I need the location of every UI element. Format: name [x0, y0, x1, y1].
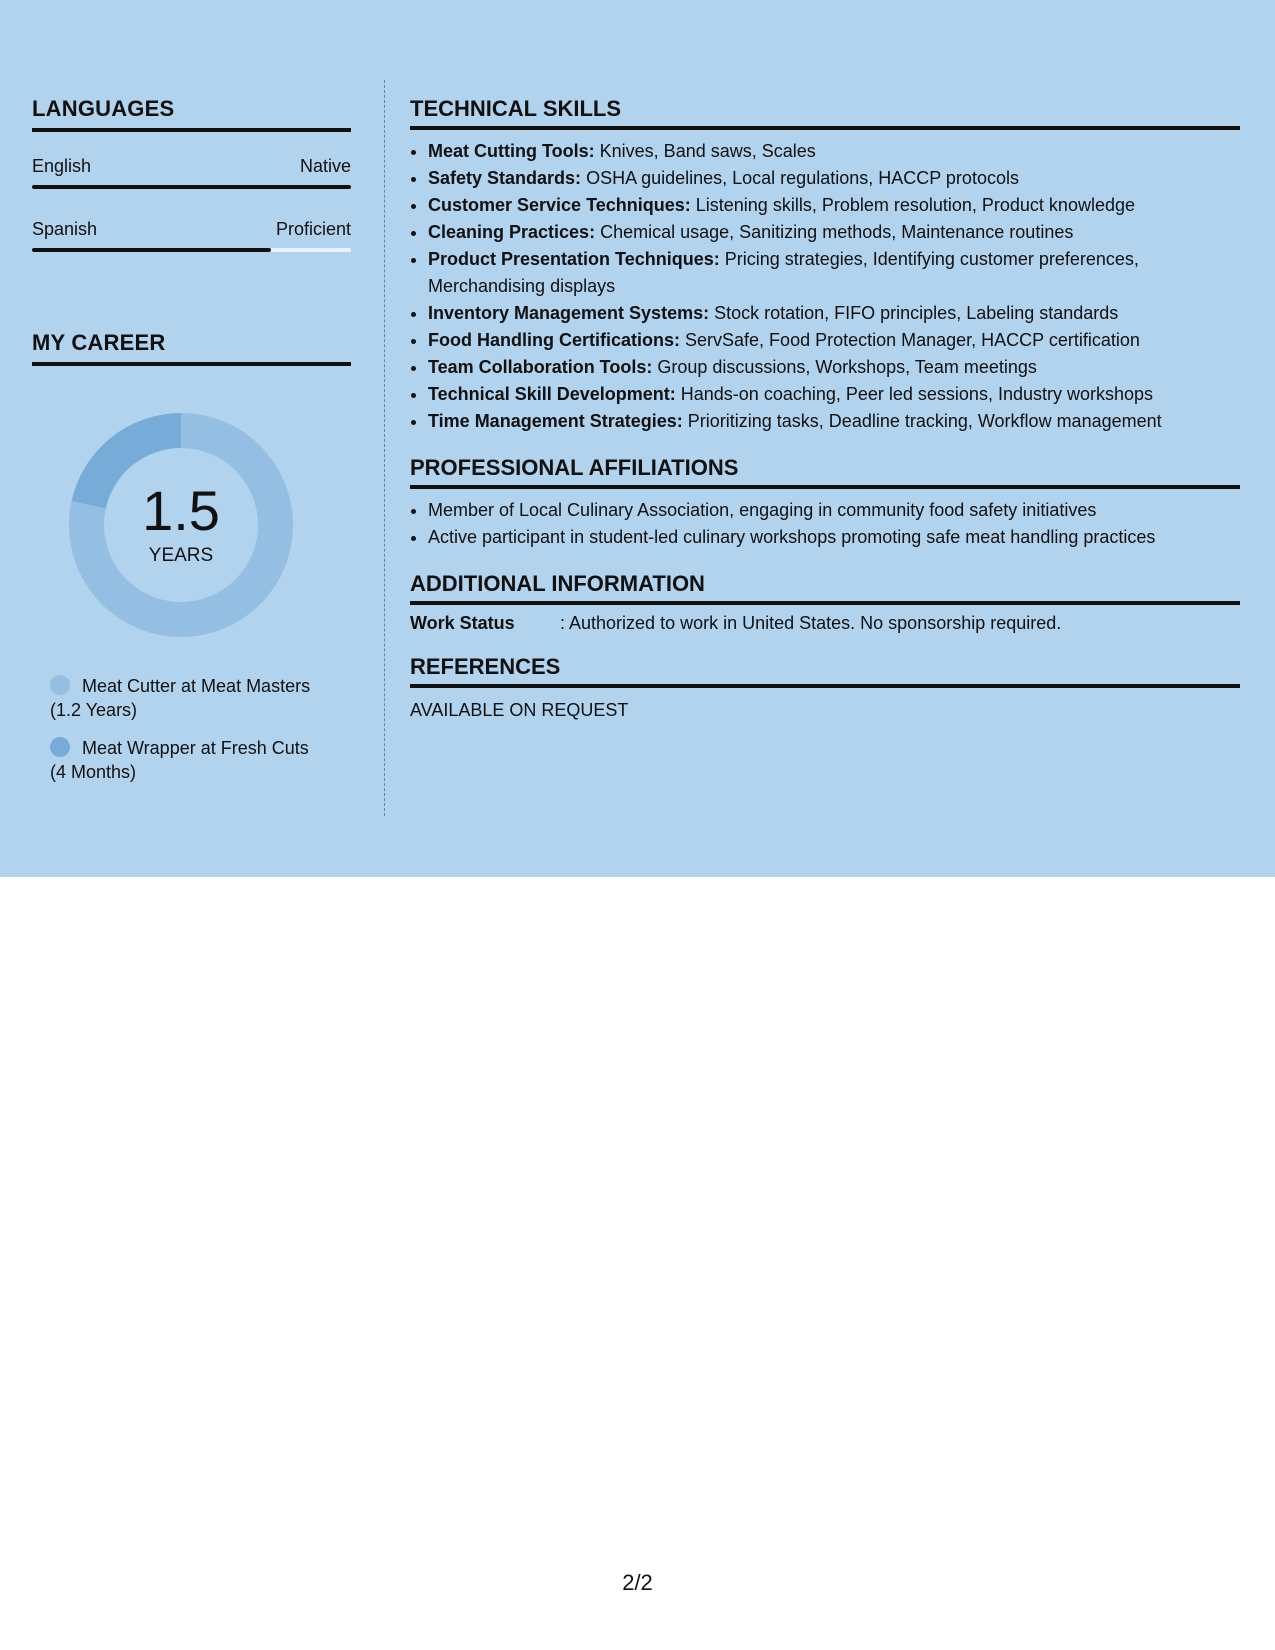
career-total-unit: YEARS	[148, 545, 214, 566]
language-name: Spanish	[32, 219, 98, 239]
skill-name: Cleaning Practices:	[428, 222, 596, 242]
language-proficiency-bar	[32, 248, 351, 252]
skill-item	[428, 165, 1240, 192]
page-number: 2/2	[622, 1570, 653, 1595]
skill-detail: Listening skills, Problem resolution, Product knowledge	[695, 195, 1135, 215]
job-duration: (4 Months)	[50, 762, 137, 782]
language-proficiency-fill	[32, 185, 351, 189]
language-proficiency-fill	[32, 248, 271, 252]
skill-detail: Group discussions, Workshops, Team meetings	[657, 357, 1037, 377]
skill-name: Customer Service Techniques:	[428, 195, 691, 215]
language-level: Native	[299, 156, 351, 176]
donut-center	[66, 410, 296, 640]
job-duration: (1.2 Years)	[50, 700, 138, 720]
skill-item	[428, 138, 1240, 165]
legend-item	[50, 736, 351, 784]
skill-name: Time Management Strategies:	[428, 411, 683, 431]
right-column	[410, 96, 1240, 741]
work-status-label: Work Status	[410, 613, 515, 633]
language-spanish	[32, 219, 351, 252]
skill-name: Product Presentation Techniques:	[428, 249, 720, 269]
skill-detail: OSHA guidelines, Local regulations, HACCP protocols	[586, 168, 1019, 188]
skill-detail: Pricing strategies, Identifying customer preferences, Merchandising displays	[428, 249, 1139, 296]
career-total-value: 1.5	[142, 479, 220, 542]
left-column	[32, 96, 351, 798]
job-label: Meat Wrapper at Fresh Cuts	[82, 738, 309, 758]
skill-item	[428, 219, 1240, 246]
skill-name: Inventory Management Systems:	[428, 303, 710, 323]
technical-skills-title: TECHNICAL SKILLS	[410, 96, 1240, 130]
language-proficiency-bar	[32, 185, 351, 189]
language-name: English	[32, 156, 92, 176]
skill-name: Safety Standards:	[428, 168, 582, 188]
skill-detail: Hands-on coaching, Peer led sessions, Industry workshops	[680, 384, 1154, 404]
skill-detail: ServSafe, Food Protection Manager, HACCP certification	[685, 330, 1140, 350]
references-section	[410, 654, 1240, 721]
skill-detail: Knives, Band saws, Scales	[599, 141, 816, 161]
skill-item	[428, 246, 1240, 300]
skill-item	[428, 192, 1240, 219]
skill-name: Team Collaboration Tools:	[428, 357, 653, 377]
affiliations-section	[410, 455, 1240, 551]
skill-item	[428, 354, 1240, 381]
additional-info-section	[410, 571, 1240, 634]
career-title: MY CAREER	[32, 330, 351, 366]
career-legend	[50, 674, 351, 784]
language-english	[32, 156, 351, 189]
language-level: Proficient	[275, 219, 351, 239]
list-item: • Active participant in student-led culinary workshops promoting safe meat handling practices	[428, 524, 1240, 551]
technical-skills-section	[410, 96, 1240, 435]
affiliations-title: PROFESSIONAL AFFILIATIONS	[410, 455, 1240, 489]
references-title: REFERENCES	[410, 654, 1240, 688]
list-item: • Member of Local Culinary Association, engaging in community food safety initiatives	[428, 497, 1240, 524]
skill-detail: Prioritizing tasks, Deadline tracking, Workflow management	[687, 411, 1162, 431]
skill-item	[428, 381, 1240, 408]
references-text: AVAILABLE ON REQUEST	[410, 700, 629, 720]
column-divider	[384, 80, 385, 816]
legend-dot-icon	[50, 675, 70, 695]
skill-detail: Stock rotation, FIFO principles, Labeling standards	[714, 303, 1119, 323]
skill-name: Meat Cutting Tools:	[428, 141, 595, 161]
affiliations-list	[410, 497, 1240, 551]
work-status-value: : Authorized to work in United States. No sponsorship required.	[560, 613, 1062, 633]
skill-detail: Chemical usage, Sanitizing methods, Maintenance routines	[600, 222, 1074, 242]
legend-item	[50, 674, 351, 722]
job-label: Meat Cutter at Meat Masters	[82, 676, 311, 696]
skill-item	[428, 408, 1240, 435]
technical-skills-list	[410, 138, 1240, 435]
languages-title: LANGUAGES	[32, 96, 351, 132]
skill-name: Technical Skill Development:	[428, 384, 676, 404]
legend-dot-icon	[50, 737, 70, 757]
skill-name: Food Handling Certifications:	[428, 330, 680, 350]
additional-info-title: ADDITIONAL INFORMATION	[410, 571, 1240, 605]
skill-item	[428, 300, 1240, 327]
skill-item	[428, 327, 1240, 354]
career-donut-chart	[66, 410, 296, 640]
